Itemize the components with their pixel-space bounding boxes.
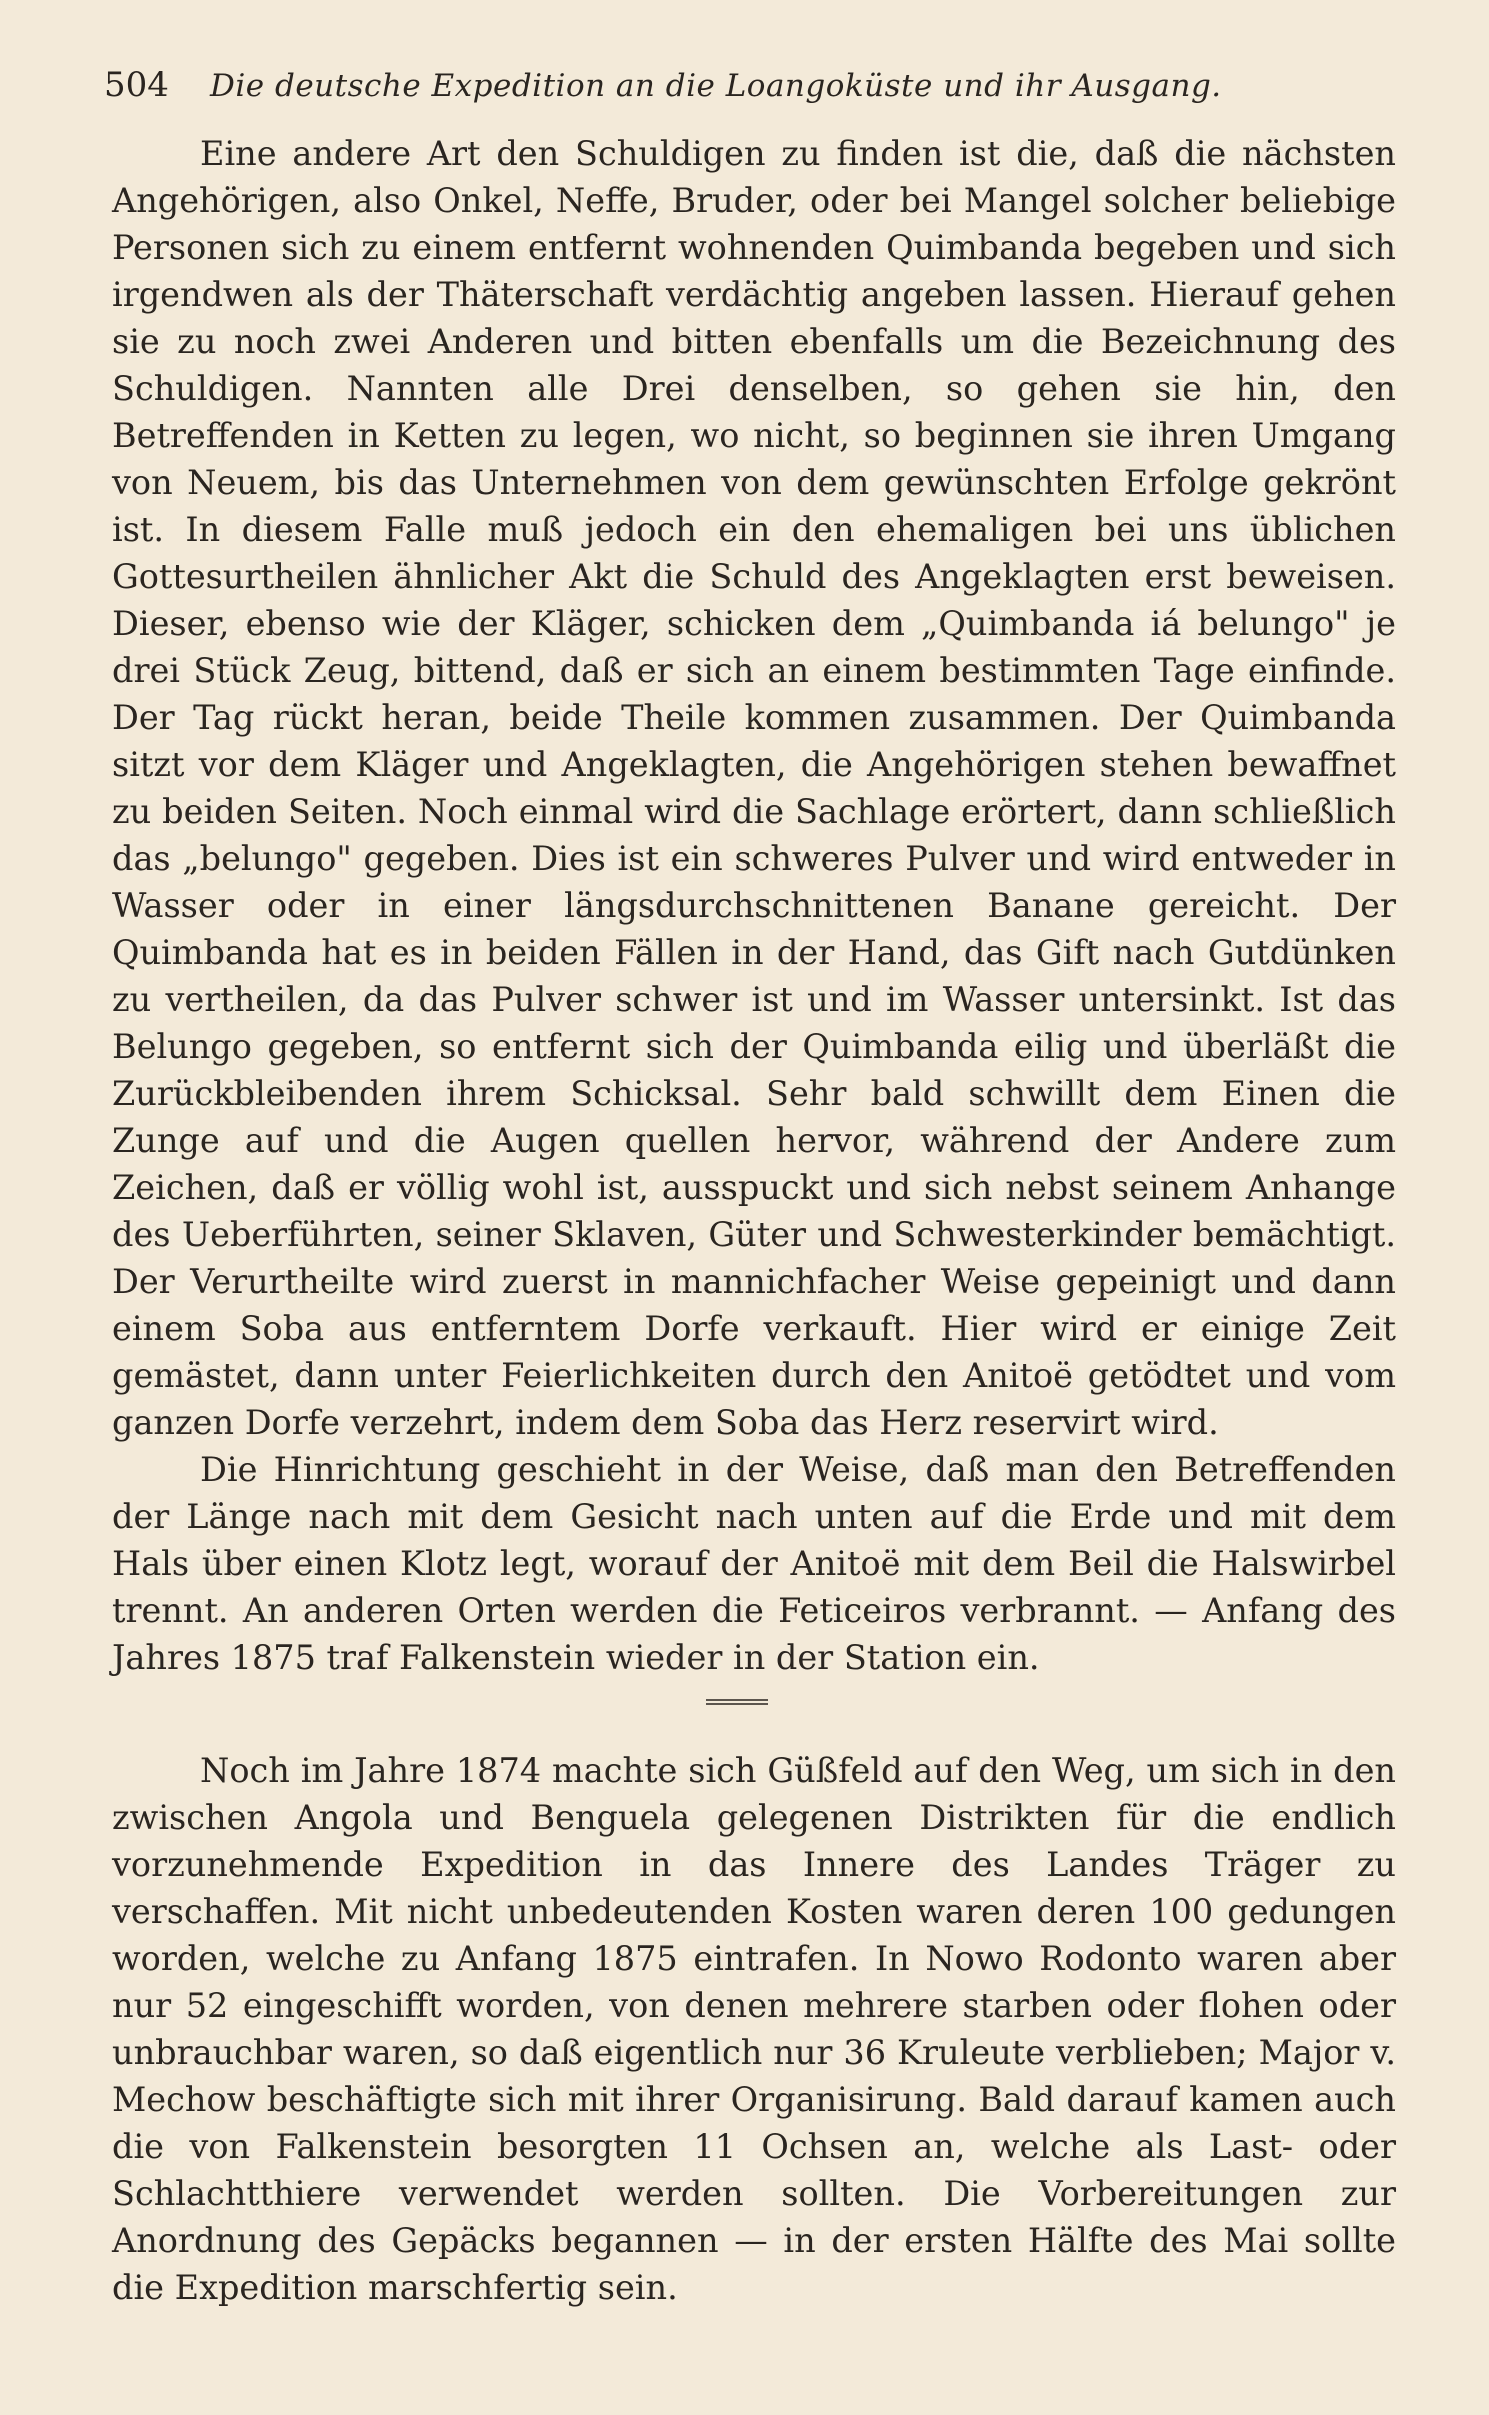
- paragraph-guilt-ordeal: Eine andere Art den Schuldigen zu finden ist die, daß die nächsten Angehörigen, also Onkel, Neffe, Bruder, oder bei Mangel solcher beliebige Personen sich zu einem entfernt wohnenden Quimbanda begeben und sich irgendwen als der Thäterschaft verdächtig angeben lassen. Hierauf gehen sie zu noch zwei Anderen und bitten ebenfalls um die Bezeichnung des Schuldigen. Nannten alle Drei denselben, so gehen sie hin, den Betreffenden in Ketten zu legen, wo nicht, so beginnen sie ihren Umgang von Neuem, bis das Unternehmen von dem gewünschten Erfolge gekrönt ist. In diesem Falle muß jedoch ein den ehemaligen bei uns üblichen Gottesurtheilen ähnlicher Akt die Schuld des Angeklagten erst beweisen. Dieser, ebenso wie der Kläger, schicken dem „Quimbanda iá belungo" je drei Stück Zeug, bittend, daß er sich an einem bestimmten Tage einfinde. Der Tag rückt heran, beide Theile kommen zusammen. Der Quimbanda sitzt vor dem Kläger und Angeklagten, die Angehörigen stehen bewaffnet zu beiden Seiten. Noch einmal wird die Sachlage erörtert, dann schließlich das „belungo" gegeben. Dies ist ein schweres Pulver und wird entweder in Wasser oder in einer längsdurchschnittenen Banane gereicht. Der Quimbanda hat es in beiden Fällen in der Hand, das Gift nach Gutdünken zu vertheilen, da das Pulver schwer ist und im Wasser untersinkt. Ist das Belungo gegeben, so entfernt sich der Quimbanda eilig und überläßt die Zurückbleibenden ihrem Schicksal. Sehr bald schwillt dem Einen die Zunge auf und die Augen quellen hervor, während der Andere zum Zeichen, daß er völlig wohl ist, ausspuckt und sich nebst seinem Anhange des Ueberführten, seiner Sklaven, Güter und Schwesterkinder bemächtigt. Der Verurtheilte wird zuerst in mannichfacher Weise gepeinigt und dann einem Soba aus entferntem Dorfe verkauft. Hier wird er einige Zeit gemästet, dann unter Feierlichkeiten durch den Anitoë getödtet und vom ganzen Dorfe verzehrt, indem dem Soba das Herz reservirt wird.: [112, 134, 1396, 1442]
- running-title: Die deutsche Expedition an die Loangoküste und ihr Ausgang.: [210, 68, 1222, 104]
- paragraph-execution: Die Hinrichtung geschieht in der Weise, daß man den Betreffenden der Länge nach mit dem Gesicht nach unten auf die Erde und mit dem Hals über einen Klotz legt, worauf der Anitoë mit dem Beil die Halswirbel trennt. An anderen Orten werden die Feticeiros verbrannt. — Anfang des Jahres 1875 traf Falkenstein wieder in der Station ein.: [112, 1450, 1396, 1677]
- page-number: 504: [104, 65, 169, 105]
- paragraph-guessfeld-expedition: Noch im Jahre 1874 machte sich Güßfeld auf den Weg, um sich in den zwischen Angola und Benguela gelegenen Distrikten für die endlich vorzunehmende Expedition in das Innere des Landes Träger zu verschaffen. Mit nicht unbedeutenden Kosten waren deren 100 gedungen worden, welche zu Anfang 1875 eintrafen. In Nowo Rodonto waren aber nur 52 eingeschifft worden, von denen mehrere starben oder flohen oder unbrauchbar waren, so daß eigentlich nur 36 Kruleute verblieben; Major v. Mechow beschäftigte sich mit ihrer Organisirung. Bald darauf kamen auch die von Falkenstein besorgten 11 Ochsen an, welche als Last- oder Schlachtthiere verwendet werden sollten. Die Vorbereitungen zur Anordnung des Gepäcks begannen — in der ersten Hälfte des Mai sollte die Expedition marschfertig sein.: [112, 1751, 1396, 2307]
- body-text-lower: [112, 1747, 1396, 2311]
- section-divider: [704, 1697, 770, 1707]
- body-text-upper: [112, 130, 1396, 1681]
- divider-rule-icon: [704, 1697, 770, 1707]
- running-head: [104, 62, 1404, 108]
